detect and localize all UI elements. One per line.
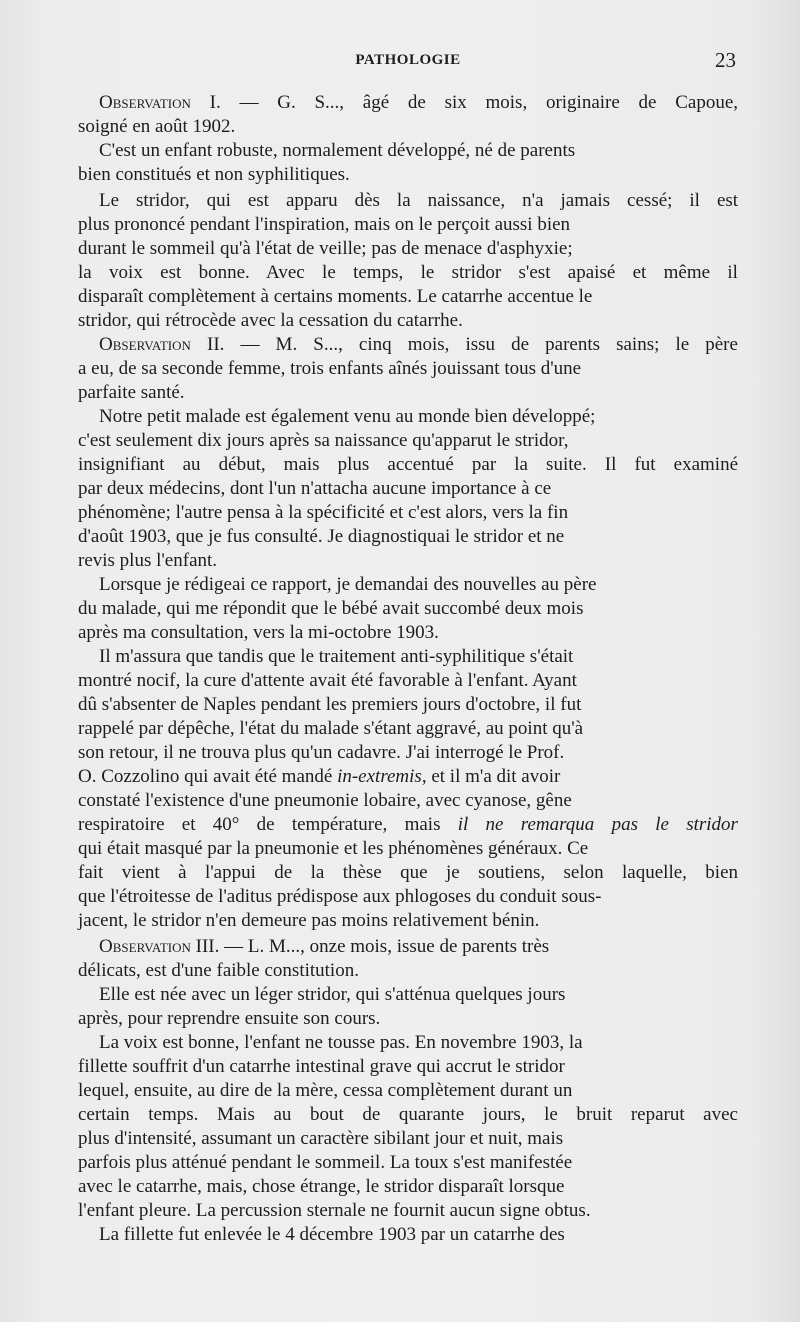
- text-span: par deux médecins, dont l'un n'attacha aucune importance à ce: [78, 478, 552, 499]
- text-line: [78, 765, 560, 789]
- text-span: parfaite santé.: [78, 382, 185, 403]
- text-span: du malade, qui me répondit que le bébé avait succombé deux mois: [78, 598, 584, 619]
- text-line: [99, 189, 738, 213]
- observation-label: Observation: [99, 92, 191, 113]
- text-span: stridor, qui rétrocède avec la cessation du catarrhe.: [78, 310, 463, 331]
- text-span: bien constitués et non syphilitiques.: [78, 164, 350, 185]
- text-line: [78, 261, 738, 285]
- text-span: durant le sommeil qu'à l'état de veille; pas de menace d'asphyxie;: [78, 238, 573, 259]
- text-span: constaté l'existence d'une pneumonie lobaire, avec cyanose, gêne: [78, 790, 572, 811]
- running-head: [78, 48, 738, 72]
- text-line: [78, 1199, 591, 1223]
- text-line: [78, 669, 577, 693]
- text-span: d'août 1903, que je fus consulté. Je diagnostiquai le stridor et ne: [78, 526, 565, 547]
- text-span: Notre petit malade est également venu au monde bien développé;: [99, 406, 596, 427]
- text-span: jacent, le stridor n'en demeure pas moins relativement bénin.: [78, 910, 540, 931]
- text-span: montré nocif, la cure d'attente avait été favorable à l'enfant. Ayant: [78, 670, 577, 691]
- text-span: l'enfant pleure. La percussion sternale ne fournit aucun signe obtus.: [78, 1200, 591, 1221]
- text-span: parfois plus atténué pendant le sommeil. La toux s'est manifestée: [78, 1152, 573, 1173]
- text-line: [78, 861, 738, 885]
- italic-text: in-extremis: [337, 766, 422, 787]
- text-span: plus d'intensité, assumant un caractère sibilant jour et nuit, mais: [78, 1128, 564, 1149]
- text-span: phénomène; l'autre pensa à la spécificité et c'est alors, vers la fin: [78, 502, 569, 523]
- text-line: [99, 983, 565, 1007]
- running-title: PATHOLOGIE: [355, 52, 461, 68]
- text-line: [78, 621, 439, 645]
- text-span: rappelé par dépêche, l'état du malade s'étant aggravé, au point qu'à: [78, 718, 584, 739]
- text-line: [78, 837, 588, 861]
- text-span: a eu, de sa seconde femme, trois enfants aînés jouissant tous d'une: [78, 358, 582, 379]
- text-span: respiratoire et 40° de température, mais: [78, 814, 458, 835]
- text-span: son retour, il ne trouva plus qu'un cadavre. J'ai interrogé le Prof.: [78, 742, 565, 763]
- text-span: soigné en août 1902.: [78, 116, 236, 137]
- text-span: certain temps. Mais au bout de quarante jours, le bruit reparut avec: [78, 1104, 738, 1125]
- text-line: [78, 213, 570, 237]
- text-span: Le stridor, qui est apparu dès la naissance, n'a jamais cessé; il est: [99, 190, 739, 211]
- text-span: que l'étroitesse de l'aditus prédispose aux phlogoses du conduit sous-: [78, 886, 602, 907]
- text-line: [78, 1151, 572, 1175]
- text-span: lequel, ensuite, au dire de la mère, cessa complètement durant un: [78, 1080, 573, 1101]
- observation-label: Observation: [99, 936, 191, 957]
- text-line: [99, 935, 549, 959]
- text-line: [78, 1079, 572, 1103]
- text-line: [99, 645, 573, 669]
- text-span: III. — L. M..., onze mois, issue de parents très: [190, 936, 550, 957]
- text-line: [99, 405, 595, 429]
- text-span: C'est un enfant robuste, normalement développé, né de parents: [99, 140, 576, 161]
- text-span: La voix est bonne, l'enfant ne tousse pas. En novembre 1903, la: [99, 1032, 583, 1053]
- text-line: [78, 309, 463, 333]
- text-span: O. Cozzolino qui avait été mandé: [78, 766, 338, 787]
- text-span: délicats, est d'une faible constitution.: [78, 960, 359, 981]
- text-line: [78, 1055, 565, 1079]
- text-line: [78, 693, 581, 717]
- text-line: [78, 501, 568, 525]
- text-span: disparaît complètement à certains moments. Le catarrhe accentue le: [78, 286, 593, 307]
- text-line: [78, 1007, 380, 1031]
- text-line: [78, 1127, 563, 1151]
- text-span: La fillette fut enlevée le 4 décembre 1903 par un catarrhe des: [99, 1224, 565, 1245]
- text-span: c'est seulement dix jours après sa naissance qu'apparut le stridor,: [78, 430, 569, 451]
- text-line: [78, 549, 217, 573]
- text-line: [78, 789, 572, 813]
- text-span: après, pour reprendre ensuite son cours.: [78, 1008, 381, 1029]
- text-line: [78, 597, 583, 621]
- text-span: avec le catarrhe, mais, chose étrange, le stridor disparaît lorsque: [78, 1176, 565, 1197]
- text-line: [78, 237, 573, 261]
- text-line: [78, 525, 564, 549]
- text-line: [78, 741, 564, 765]
- text-line: [99, 139, 575, 163]
- text-line: [78, 885, 601, 909]
- text-span: I. — G. S..., âgé de six mois, originaire de Capoue,: [190, 92, 739, 113]
- text-span: fait vient à l'appui de la thèse que je soutiens, selon laquelle, bien: [78, 862, 739, 883]
- text-span: revis plus l'enfant.: [78, 550, 218, 571]
- text-line: [78, 1175, 564, 1199]
- text-span: Lorsque je rédigeai ce rapport, je demandai des nouvelles au père: [99, 574, 597, 595]
- text-line: [99, 91, 738, 115]
- text-span: après ma consultation, vers la mi-octobre 1903.: [78, 622, 439, 643]
- text-span: , et il m'a dit avoir: [421, 766, 561, 787]
- text-line: [78, 959, 359, 983]
- text-line: [78, 813, 738, 837]
- text-line: [99, 1031, 583, 1055]
- text-line: [78, 909, 539, 933]
- text-span: fillette souffrit d'un catarrhe intestinal grave qui accrut le stridor: [78, 1056, 565, 1077]
- text-line: [78, 285, 592, 309]
- text-line: [99, 1223, 565, 1247]
- text-line: [78, 381, 185, 405]
- text-line: [99, 573, 596, 597]
- text-line: [78, 717, 583, 741]
- text-span: qui était masqué par la pneumonie et les phénomènes généraux. Ce: [78, 838, 589, 859]
- page-number: 23: [715, 48, 736, 72]
- text-span: la voix est bonne. Avec le temps, le stridor s'est apaisé et même il: [78, 262, 738, 283]
- text-span: II. — M. S..., cinq mois, issu de parents sains; le père: [190, 334, 738, 355]
- text-line: [78, 477, 551, 501]
- text-span: plus prononcé pendant l'inspiration, mais on le perçoit aussi bien: [78, 214, 571, 235]
- text-line: [78, 1103, 738, 1127]
- text-span: insignifiant au début, mais plus accentué par la suite. Il fut examiné: [78, 454, 739, 475]
- text-line: [99, 333, 738, 357]
- observation-label: Observation: [99, 334, 191, 355]
- text-span: Elle est née avec un léger stridor, qui s'atténua quelques jours: [99, 984, 566, 1005]
- text-line: [78, 453, 738, 477]
- italic-text: il ne remarqua pas le stridor: [457, 814, 738, 835]
- text-line: [78, 429, 568, 453]
- text-line: [78, 357, 581, 381]
- text-line: [78, 115, 235, 139]
- text-span: dû s'absenter de Naples pendant les premiers jours d'octobre, il fut: [78, 694, 582, 715]
- text-line: [78, 163, 350, 187]
- text-span: Il m'assura que tandis que le traitement anti-syphilitique s'était: [99, 646, 574, 667]
